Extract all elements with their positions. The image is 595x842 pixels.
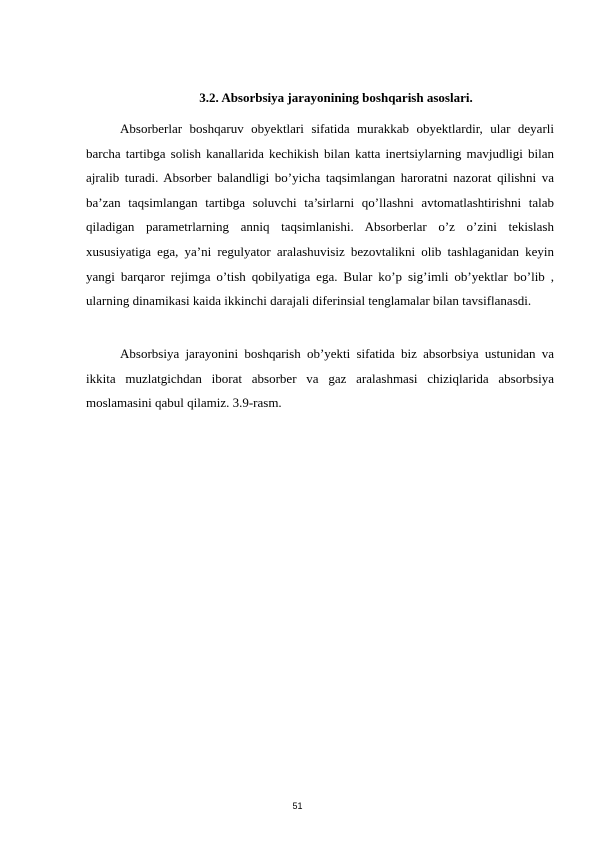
page-number: 51 [292, 801, 303, 811]
section-title [86, 89, 554, 107]
paragraph-absorber-description: Absorberlar boshqaruv obyektlari sifatida murakkab obyektlardir, ular deyarli barcha tartibga solish kanallarida kechikish bilan katta inertsiylarning mavjudligi bilan ajralib turadi. Absorber balandligi bo’yicha taqsimlangan haroratni nazorat qilishni va ba’zan taqsimlangan tartibga soluvchi ta’sirlarni qo’llashni avtomatlashtirishni talab qiladigan parametrlarning anniq taqsimlanishi. Absorberlar o’z o’zini tekislash xususiyatiga ega, ya’ni regulyator aralashuvisiz bezovtalikni olib tashlaganidan keyin yangi barqaror rejimga o’tish qobilyatiga ega. Bular ko’p sig’imli ob’yektlar bo’lib , ularning dinamikasi kaida ikkinchi darajali diferinsial tenglamalar bilan tavsiflanasdi. [86, 121, 554, 309]
paragraph-control-object: Absorbsiya jarayonini boshqarish ob’yekti sifatida biz absorbsiya ustunidan va ikkita muzlatgichdan iborat absorber va gaz aralashmasi chiziqlarida absorbsiya moslamasini qabul qilamiz. 3.9-rasm. [86, 346, 554, 411]
section-title-text: 3.2. Absorbsiya jarayonining boshqarish asoslari. [199, 90, 473, 105]
